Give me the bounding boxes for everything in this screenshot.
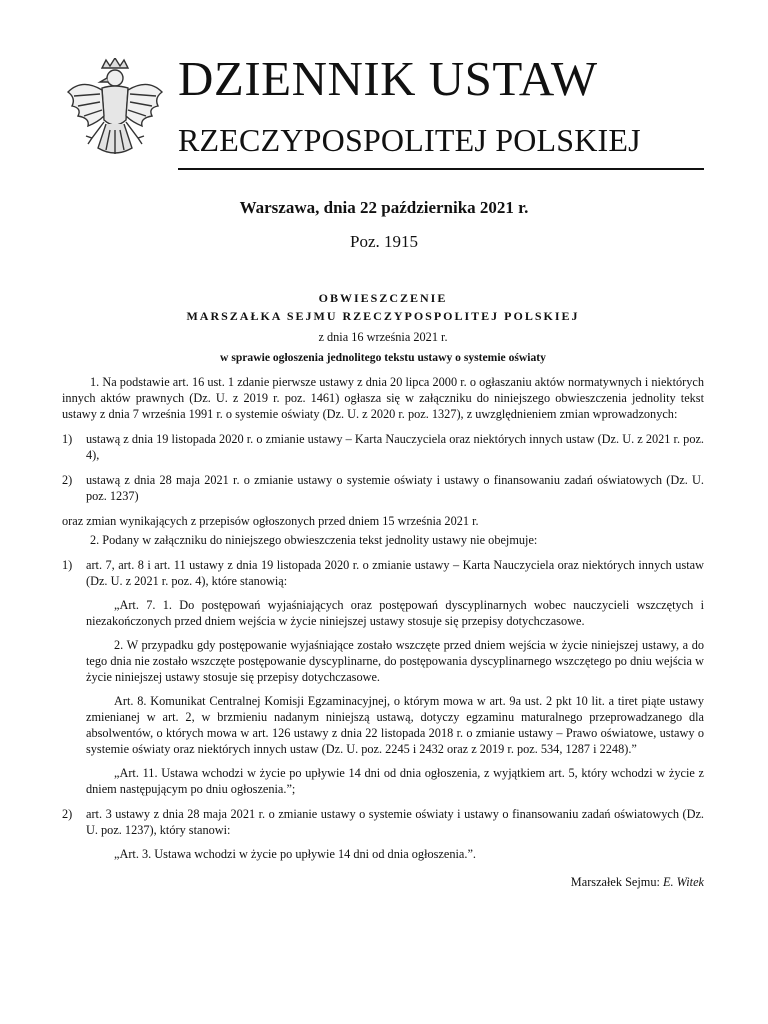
paragraph-1: 1. Na podstawie art. 16 ust. 1 zdanie pierwsze ustawy z dnia 20 lipca 2000 r. o ogłaszaniu aktów normatywnych i niektórych innych aktów prawnych (Dz. U. z 2019 r. poz. 1461) ogłasza się w załączniku do niniejszego obwieszczenia jednolity tekst ustawy z dnia 7 września 1991 r. o systemie oświaty (Dz. U. z 2020 r. poz. 1327), z uwzględnieniem zmian wprowadzonych: [62, 375, 704, 421]
paragraph-1-tail: oraz zmian wynikających z przepisów ogłoszonych przed dniem 15 września 2021 r. [62, 514, 479, 528]
quoted-provisions [86, 597, 704, 797]
journal-subtitle: RZECZYPOSPOLITEJ POLSKIEJ [178, 122, 641, 158]
quote-paragraph: „Art. 7. 1. Do postępowań wyjaśniających oraz postępowań dyscyplinarnych wobec nauczycieli wszczętych i niezakończonych przed dniem wejścia w życie niniejszej ustawy stosuje się przepisy dotychczasowe. [86, 598, 704, 628]
list-item-number: 1) [62, 432, 73, 446]
list-item-text: ustawą z dnia 19 listopada 2020 r. o zmianie ustawy – Karta Nauczyciela oraz niektórych innych ustaw (Dz. U. z 2021 r. poz. 4), [86, 432, 704, 462]
notice-date: z dnia 16 września 2021 r. [318, 330, 448, 344]
quoted-provisions [86, 846, 704, 862]
quote-paragraph: „Art. 11. Ustawa wchodzi w życie po upływie 14 dni od dnia ogłoszenia, z wyjątkiem art. 5, który wchodzi w życie z dniem następującym po dniu ogłoszenia.”; [86, 766, 704, 796]
list-item-number: 1) [62, 558, 73, 572]
header-divider [178, 168, 704, 170]
signature [62, 874, 704, 890]
list-item-text: art. 7, art. 8 i art. 11 ustawy z dnia 19 listopada 2020 r. o zmianie ustawy – Karta Nauczyciela oraz niektórych innych ustaw (Dz. U. z 2021 r. poz. 4), które stanowią: [86, 558, 704, 588]
notice-authority: MARSZAŁKA SEJMU RZECZYPOSPOLITEJ POLSKIEJ [186, 309, 580, 323]
signature-role: Marszałek Sejmu: [570, 875, 660, 889]
document-body [62, 290, 704, 890]
journal-title: DZIENNIK USTAW [178, 51, 598, 106]
list-item-number: 2) [62, 473, 73, 487]
publication-date: Warszawa, dnia 22 października 2021 r. [239, 198, 529, 217]
list-item [62, 557, 704, 589]
position-number: Poz. 1915 [350, 232, 418, 251]
polish-eagle-emblem-icon [62, 58, 168, 168]
paragraph-2: 2. Podany w załączniku do niniejszego obwieszczenia tekst jednolity ustawy nie obejmuje: [90, 533, 538, 547]
list-item [62, 431, 704, 463]
quote-paragraph: Art. 8. Komunikat Centralnej Komisji Egzaminacyjnej, o którym mowa w art. 9a ust. 2 pkt 10 lit. a tiret piąte ustawy zmienianej w art. 2, w brzmieniu nadanym niniejszą ustawą, dotyczy egzaminu maturalnego przeprowadzanego dla absolwentów, o których mowa w art. 126 ustawy z dnia 22 listopada 2018 r. o zmianie ustawy – Prawo oświatowe, ustawy o systemie oświaty oraz niektórych innych ustaw (Dz. U. poz. 2245 i 2432 oraz z 2019 r. poz. 534, 1287 i 2248).” [86, 694, 704, 756]
quote-paragraph: „Art. 3. Ustawa wchodzi w życie po upływie 14 dni od dnia ogłoszenia.”. [114, 847, 476, 861]
list-item-text: art. 3 ustawy z dnia 28 maja 2021 r. o zmianie ustawy o systemie oświaty i ustawy o finansowaniu zadań oświatowych (Dz. U. poz. 1237), który stanowi: [86, 807, 704, 837]
list-item-number: 2) [62, 807, 73, 821]
list-item [62, 806, 704, 838]
list-item-text: ustawą z dnia 28 maja 2021 r. o zmianie ustawy o systemie oświaty i ustawy o finansowaniu zadań oświatowych (Dz. U. poz. 1237) [86, 473, 704, 503]
quote-paragraph: 2. W przypadku gdy postępowanie wyjaśniające zostało wszczęte przed dniem wejścia w życie niniejszej ustawy, a do tego dnia nie zostało wszczęte postępowanie dyscyplinarne, do postępowania dyscyplinarnego wszczętego po dniu wejścia w życie niniejszej ustawy stosuje się przepisy dotychczasowe. [86, 638, 704, 684]
list-item [62, 472, 704, 504]
notice-type: OBWIESZCZENIE [318, 291, 448, 305]
notice-subject: w sprawie ogłoszenia jednolitego tekstu ustawy o systemie oświaty [220, 351, 546, 364]
signature-name: E. Witek [663, 875, 704, 889]
